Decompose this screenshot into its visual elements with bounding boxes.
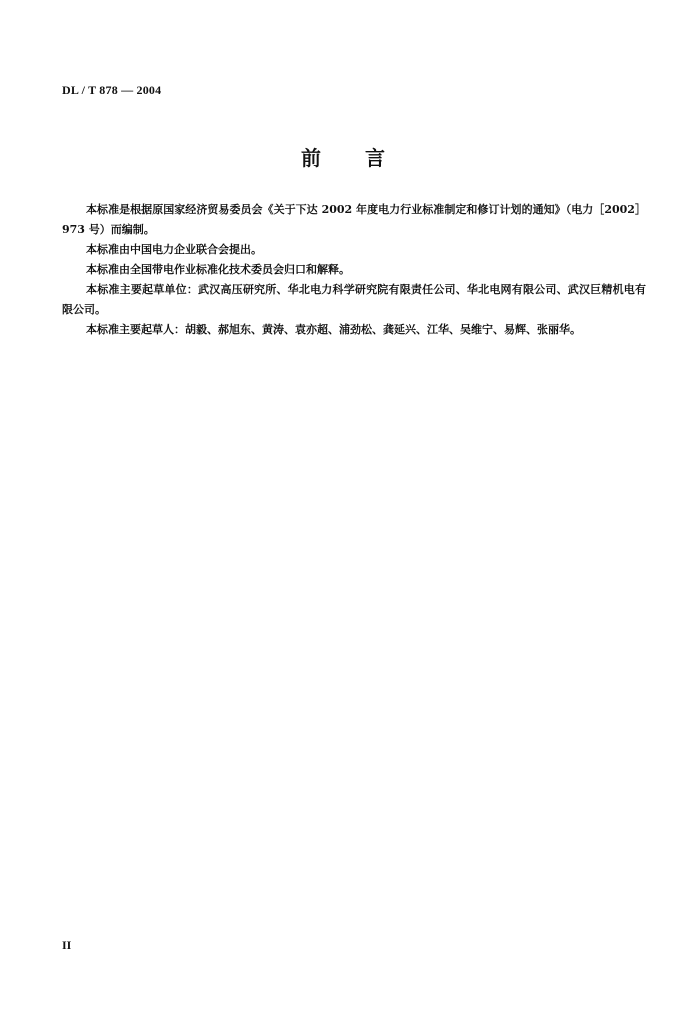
page-number: II bbox=[62, 938, 72, 952]
document-code: DL / T 878 — 2004 bbox=[62, 83, 162, 97]
preface-paragraph-5: 本标准主要起草人：胡毅、郝旭东、黄涛、袁亦超、浦劲松、龚延兴、江华、吴维宁、易辉、张丽华。 bbox=[86, 323, 581, 336]
preface-paragraph-4: 本标准主要起草单位：武汉高压研究所、华北电力科学研究院有限责任公司、华北电网有限公司、武汉巨精机电有限公司。 bbox=[62, 283, 646, 316]
page-title bbox=[0, 142, 686, 171]
title-char-2: 言 bbox=[365, 146, 385, 170]
preface-paragraph-2: 本标准由中国电力企业联合会提出。 bbox=[86, 243, 262, 256]
preface-paragraph-3: 本标准由全国带电作业标准化技术委员会归口和解释。 bbox=[86, 263, 350, 276]
preface-paragraph-1: 本标准是根据原国家经济贸易委员会《关于下达 2002 年度电力行业标准制定和修订计划的通知》（电力［2002］973 号）而编制。 bbox=[62, 203, 646, 236]
title-char-1: 前 bbox=[301, 146, 321, 170]
preface-body bbox=[62, 200, 646, 340]
